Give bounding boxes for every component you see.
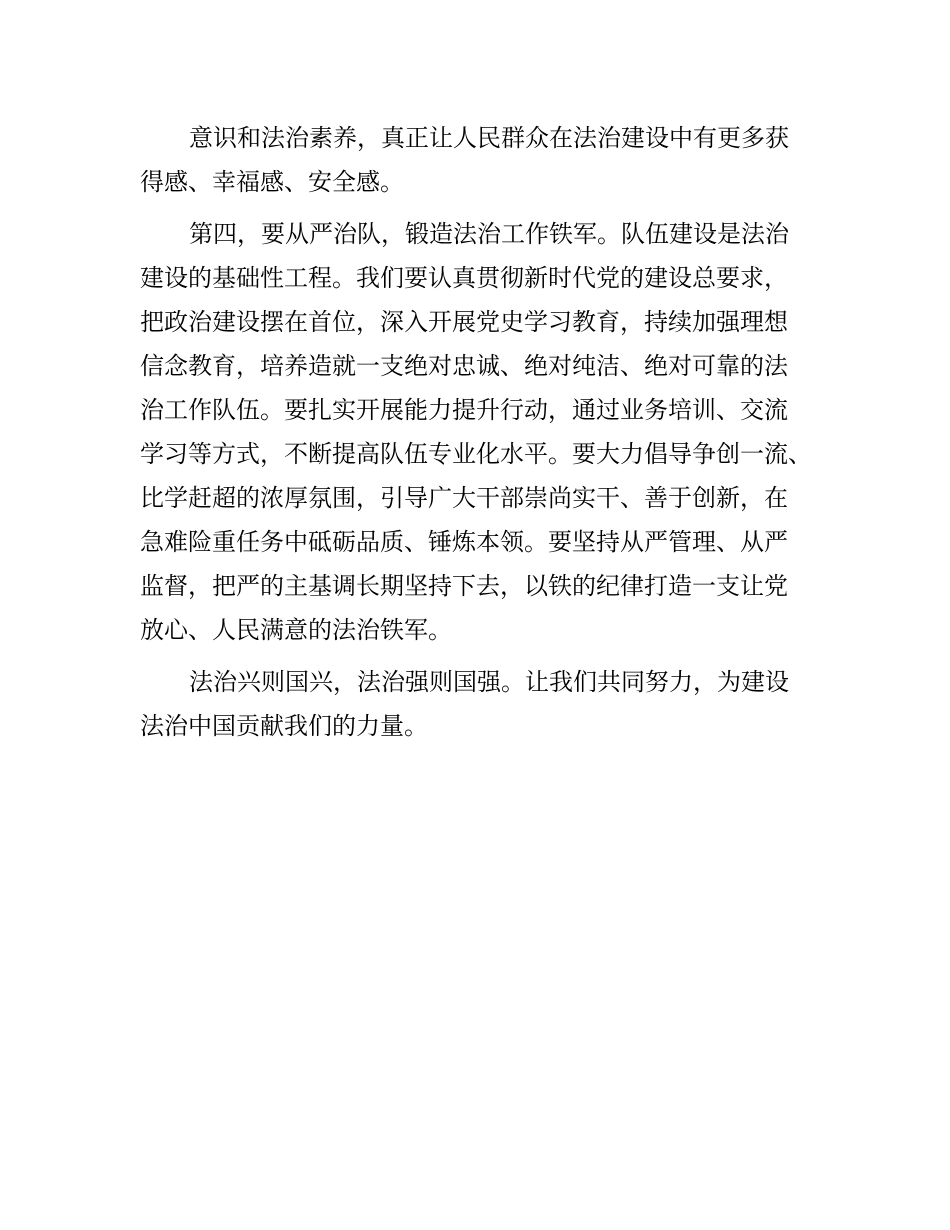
text-line: 意识和法治素养，真正让人民群众在法治建设中有更多获 [189, 124, 789, 152]
text-line: 放心、人民满意的法治铁军。 [140, 616, 452, 644]
text-line: 第四，要从严治队，锻造法治工作铁军。队伍建设是法治 [189, 220, 789, 248]
document-body [140, 116, 830, 748]
text-line: 学习等方式，不断提高队伍专业化水平。要大力倡导争创一流、 [140, 440, 812, 468]
text-line: 把政治建设摆在首位，深入开展党史学习教育，持续加强理想 [140, 308, 788, 336]
paragraph-closing [140, 660, 830, 748]
text-line: 比学赶超的浓厚氛围，引导广大干部崇尚实干、善于创新，在 [140, 484, 788, 512]
text-line: 法治兴则国兴，法治强则国强。让我们共同努力，为建设 [189, 668, 789, 696]
text-line: 得感、幸福感、安全感。 [140, 168, 404, 196]
text-line: 急难险重任务中砥砺品质、锤炼本领。要坚持从严管理、从严 [140, 528, 788, 556]
text-line: 治工作队伍。要扎实开展能力提升行动，通过业务培训、交流 [140, 396, 788, 424]
text-line: 法治中国贡献我们的力量。 [140, 712, 428, 740]
text-line: 建设的基础性工程。我们要认真贯彻新时代党的建设总要求， [140, 264, 788, 292]
paragraph-rule-of-law-awareness [140, 116, 830, 204]
text-line: 信念教育，培养造就一支绝对忠诚、绝对纯洁、绝对可靠的法 [140, 352, 788, 380]
text-line: 监督，把严的主基调长期坚持下去，以铁的纪律打造一支让党 [140, 572, 788, 600]
paragraph-fourth-point [140, 212, 830, 652]
